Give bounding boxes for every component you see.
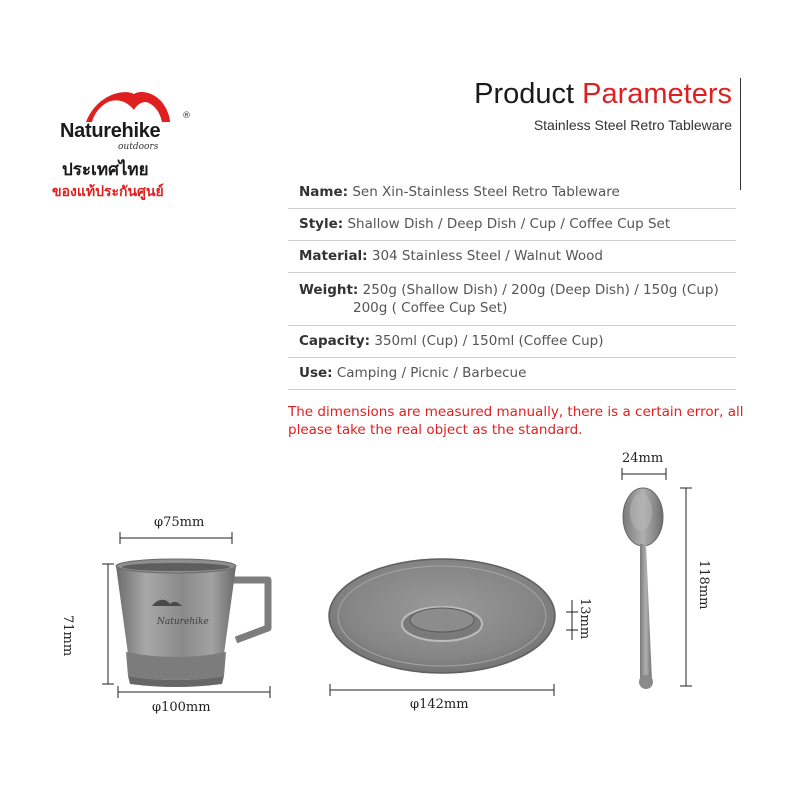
saucer-image bbox=[329, 559, 555, 673]
dim-cup-top: φ75mm bbox=[154, 515, 205, 530]
param-key: Weight: bbox=[299, 282, 359, 298]
dim-cup-bottom: φ100mm bbox=[152, 700, 211, 715]
brand-name: Naturehike bbox=[60, 120, 161, 142]
param-key: Material: bbox=[299, 248, 368, 264]
param-key: Capacity: bbox=[299, 333, 371, 349]
param-value: 250g (Shallow Dish) / 200g (Deep Dish) / 150g (Cup) bbox=[362, 282, 719, 298]
param-value: 304 Stainless Steel / Walnut Wood bbox=[371, 248, 603, 264]
title-accent: Parameters bbox=[582, 78, 732, 110]
param-key: Use: bbox=[299, 365, 333, 381]
param-value: Sen Xin-Stainless Steel Retro Tableware bbox=[352, 184, 620, 200]
param-key: Name: bbox=[299, 184, 349, 200]
title-main: Product bbox=[474, 78, 583, 110]
dim-saucer-height: 13mm bbox=[577, 598, 592, 640]
brand-country: ประเทศไทย bbox=[62, 160, 149, 180]
param-key: Style: bbox=[299, 216, 344, 232]
brand-tagline: outdoors bbox=[118, 142, 159, 152]
coffee-cup-image bbox=[116, 559, 268, 687]
dim-cup-height: 71mm bbox=[60, 615, 75, 657]
cup-logo-text: Naturehike bbox=[157, 617, 209, 627]
registered-mark: ® bbox=[182, 111, 191, 121]
brand-guarantee: ของแท้ประกันศูนย์ bbox=[52, 184, 164, 200]
spoon-image bbox=[623, 488, 663, 689]
dim-saucer-width: φ142mm bbox=[410, 697, 469, 712]
measurement-note: The dimensions are measured manually, there is a certain error, all please take the real object as the standard. bbox=[288, 404, 744, 438]
param-value: 350ml (Cup) / 150ml (Coffee Cup) bbox=[374, 333, 604, 349]
param-value-cont: 200g ( Coffee Cup Set) bbox=[353, 300, 508, 316]
param-value: Camping / Picnic / Barbecue bbox=[336, 365, 527, 381]
param-value: Shallow Dish / Deep Dish / Cup / Coffee Cup Set bbox=[347, 216, 671, 232]
dim-spoon-length: 118mm bbox=[696, 560, 711, 610]
dim-spoon-width: 24mm bbox=[622, 451, 664, 466]
page-subtitle: Stainless Steel Retro Tableware bbox=[533, 117, 732, 133]
